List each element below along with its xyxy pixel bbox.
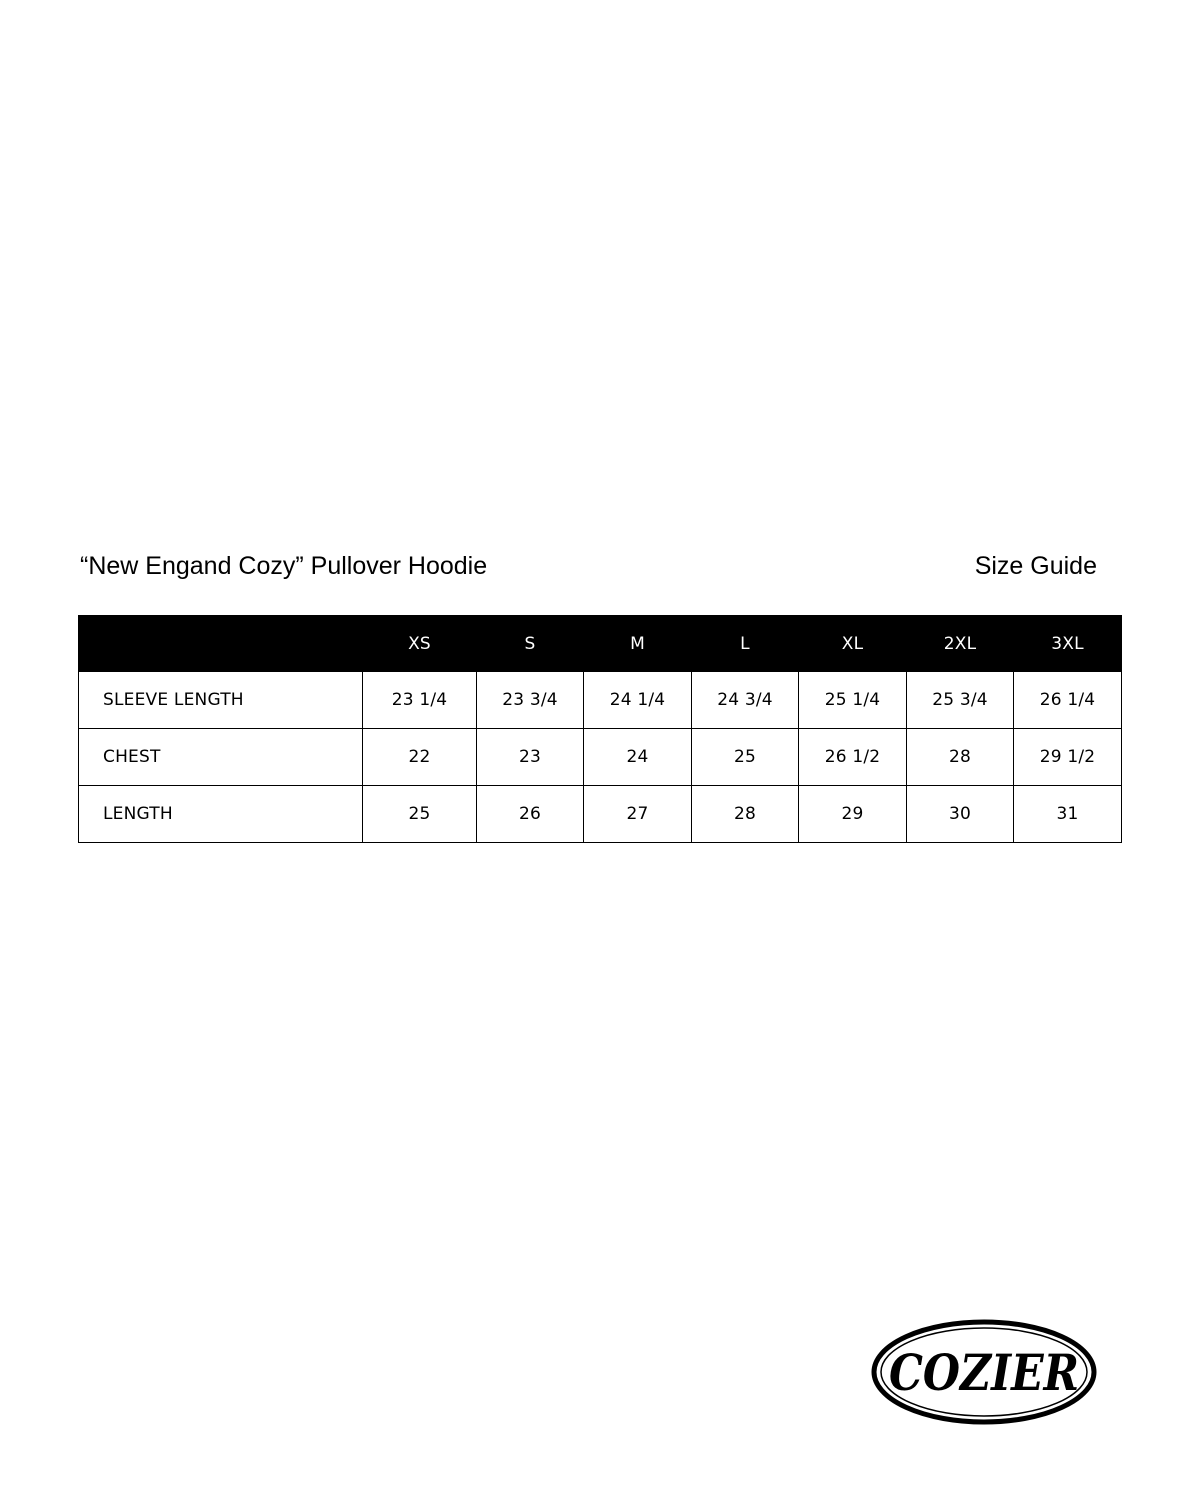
table-cell: 29 [799, 786, 907, 843]
product-title: “New Engand Cozy” Pullover Hoodie [80, 552, 488, 580]
table-cell: 25 [692, 729, 799, 786]
size-header-xl: XL [799, 616, 907, 672]
size-header-m: M [584, 616, 692, 672]
cozier-logo [870, 1318, 1098, 1426]
table-cell: 25 3/4 [907, 672, 1014, 729]
size-header-2xl: 2XL [907, 616, 1014, 672]
table-cell: 28 [907, 729, 1014, 786]
logo-wordmark: COZIER [889, 1343, 1079, 1402]
size-header-l: L [692, 616, 799, 672]
table-cell: 26 1/4 [1014, 672, 1122, 729]
row-label-chest: CHEST [79, 729, 363, 786]
table-cell: 28 [692, 786, 799, 843]
table-cell: 26 1/2 [799, 729, 907, 786]
table-row-sleeve-length [79, 672, 1122, 729]
table-cell: 25 1/4 [799, 672, 907, 729]
table-cell: 24 3/4 [692, 672, 799, 729]
table-cell: 23 [477, 729, 584, 786]
size-guide-title: Size Guide [974, 552, 1097, 580]
table-cell: 30 [907, 786, 1014, 843]
header-corner-cell [79, 616, 363, 672]
table-cell: 25 [363, 786, 477, 843]
table-header-row [79, 616, 1122, 672]
table-cell: 24 [584, 729, 692, 786]
table-cell: 23 3/4 [477, 672, 584, 729]
table-row-chest [79, 729, 1122, 786]
size-header-xs: XS [363, 616, 477, 672]
table-cell: 23 1/4 [363, 672, 477, 729]
row-label-length: LENGTH [79, 786, 363, 843]
size-header-3xl: 3XL [1014, 616, 1122, 672]
table-cell: 24 1/4 [584, 672, 692, 729]
table-row-length [79, 786, 1122, 843]
row-label-sleeve-length: SLEEVE LENGTH [79, 672, 363, 729]
title-row [80, 548, 1097, 584]
table-cell: 22 [363, 729, 477, 786]
table-cell: 27 [584, 786, 692, 843]
table-cell: 26 [477, 786, 584, 843]
table-cell: 31 [1014, 786, 1122, 843]
table-cell: 29 1/2 [1014, 729, 1122, 786]
size-guide-table [78, 615, 1122, 843]
size-header-s: S [477, 616, 584, 672]
